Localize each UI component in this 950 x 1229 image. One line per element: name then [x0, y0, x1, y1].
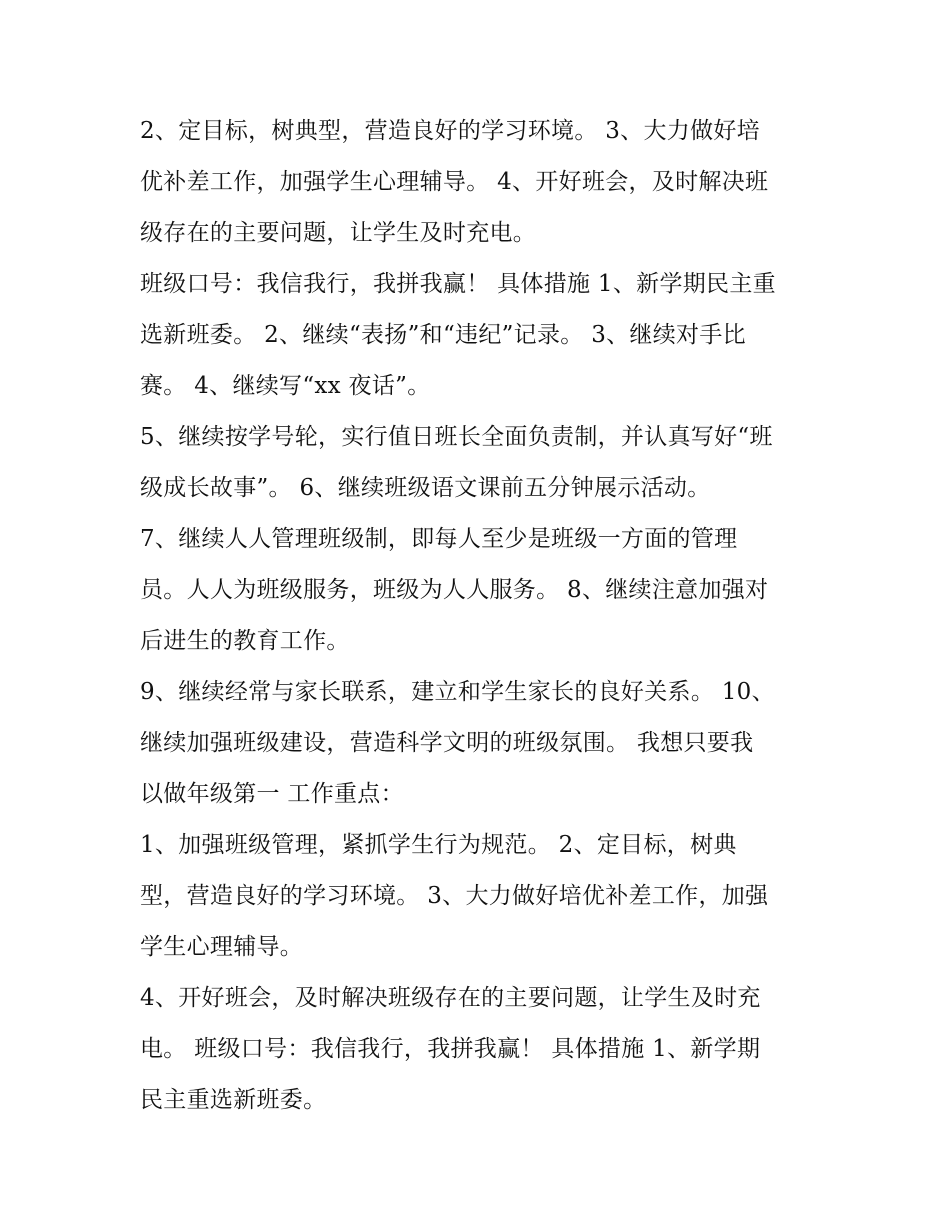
- text-line: 继续加强班级建设，营造科学文明的班级氛围。 我想只要我: [140, 730, 754, 756]
- text-line: 选新班委。 2、继续“表扬”和“违纪”记录。 3、继续对手比: [140, 322, 746, 348]
- text-line: 员。人人为班级服务，班级为人人服务。 8、继续注意加强对: [140, 577, 769, 603]
- text-line: 民主重选新班委。: [140, 1087, 327, 1113]
- text-line: 4、开好班会，及时解决班级存在的主要问题，让学生及时充: [140, 985, 761, 1011]
- text-line: 赛。 4、继续写“xx 夜话”。: [140, 373, 431, 399]
- text-line: 后进生的教育工作。: [140, 628, 350, 654]
- text-line: 型，营造良好的学习环境。 3、大力做好培优补差工作，加强: [140, 883, 769, 909]
- text-line: 级存在的主要问题，让学生及时充电。: [140, 220, 537, 246]
- text-line: 1、加强班级管理，紧抓学生行为规范。 2、定目标，树典: [140, 832, 737, 858]
- text-line: 级成长故事”。 6、继续班级语文课前五分钟展示活动。: [140, 475, 711, 501]
- text-line: 学生心理辅导。: [140, 934, 304, 960]
- text-line: 以做年级第一 工作重点：: [140, 781, 404, 807]
- text-line: 5、继续按学号轮，实行值日班长全面负责制，并认真写好“班: [140, 424, 773, 450]
- text-line: 7、继续人人管理班级制，即每人至少是班级一方面的管理: [140, 526, 738, 552]
- text-line: 2、定目标，树典型，营造良好的学习环境。 3、大力做好培: [140, 118, 760, 144]
- text-line: 电。 班级口号：我信我行，我拼我赢！ 具体措施 1、新学期: [140, 1036, 761, 1062]
- document-body: [140, 106, 820, 1126]
- text-line: 9、继续经常与家长联系，建立和学生家长的良好关系。 10、: [140, 679, 775, 705]
- text-line: 优补差工作，加强学生心理辅导。 4、开好班会，及时解决班: [140, 169, 769, 195]
- text-line: 班级口号：我信我行，我拼我赢！ 具体措施 1、新学期民主重: [140, 271, 776, 297]
